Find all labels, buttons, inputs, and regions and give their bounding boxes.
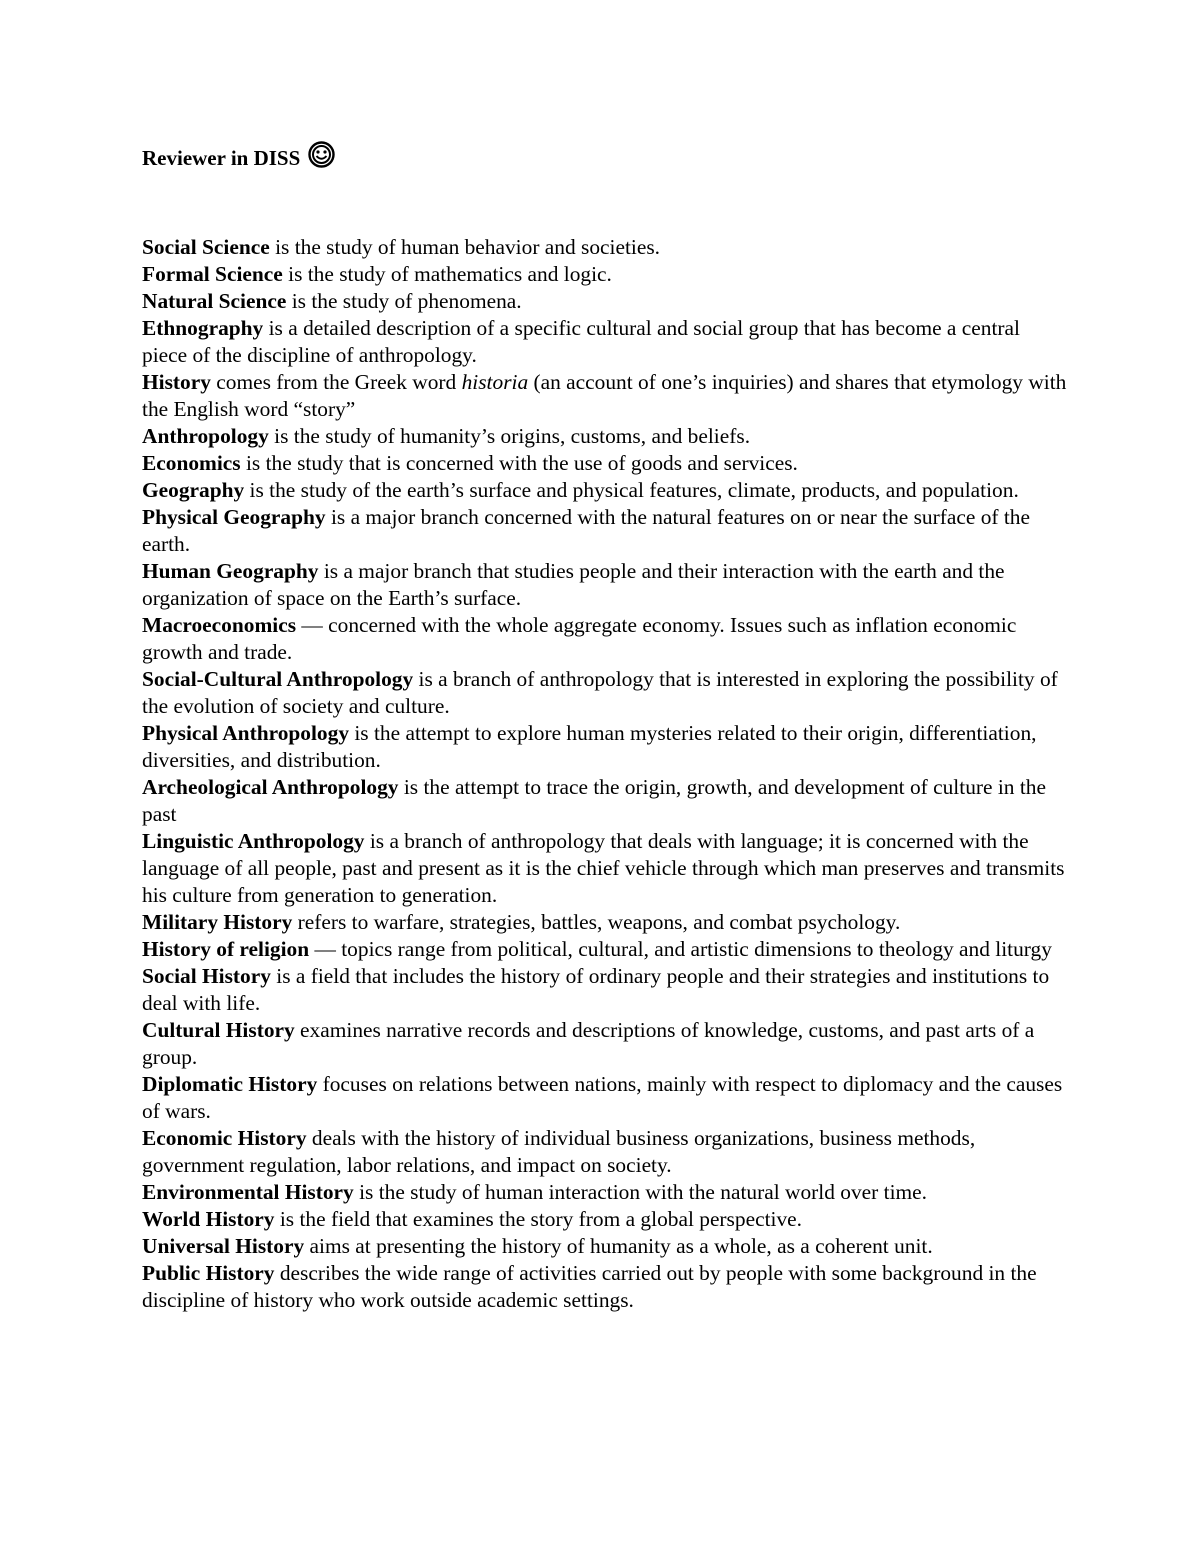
definition-term: Universal History <box>142 1234 305 1258</box>
definition-term: Physical Geography <box>142 505 326 529</box>
definition-term: Public History <box>142 1261 275 1285</box>
definition-text: examines narrative records and descriptions of knowledge, customs, and past arts of a group. <box>142 1018 1035 1069</box>
definition-text: is the study of mathematics and logic. <box>282 262 612 286</box>
definition-text: is a major branch concerned with the natural features on or near the surface of the earth. <box>142 505 1030 556</box>
definition-entry <box>142 774 1067 828</box>
page-title <box>142 143 335 176</box>
definition-text: is the study of the earth’s surface and physical features, climate, products, and population. <box>244 478 1019 502</box>
definition-entry <box>142 1179 1067 1206</box>
definition-term: Ethnography <box>142 316 264 340</box>
definition-text: is the study of human behavior and societies. <box>269 235 661 259</box>
definition-entry <box>142 1206 1067 1233</box>
definition-term: Linguistic Anthropology <box>142 829 365 853</box>
definition-text: is a major branch that studies people and their interaction with the earth and the organization of space on the Earth’s surface. <box>142 559 1005 610</box>
definition-entry <box>142 477 1067 504</box>
smiley-face-icon <box>308 141 335 176</box>
definition-entry <box>142 423 1067 450</box>
definition-term: Formal Science <box>142 262 283 286</box>
definition-text: is the study that is concerned with the use of goods and services. <box>240 451 798 475</box>
definition-term: Social-Cultural Anthropology <box>142 667 414 691</box>
definition-entry <box>142 828 1067 909</box>
definition-entry <box>142 450 1067 477</box>
definition-entry <box>142 288 1067 315</box>
title-text: Reviewer in DISS <box>142 146 301 170</box>
definition-term: Environmental History <box>142 1180 354 1204</box>
definition-entry <box>142 1233 1067 1260</box>
definition-text: is the attempt to explore human mysteries related to their origin, differentiation, diversities, and distribution. <box>142 721 1037 772</box>
definition-entry <box>142 612 1067 666</box>
definition-entry <box>142 963 1067 1017</box>
definition-entry <box>142 234 1067 261</box>
definition-text: describes the wide range of activities carried out by people with some background in the discipline of history who work outside academic settings. <box>142 1261 1037 1312</box>
definition-text: is the study of phenomena. <box>286 289 522 313</box>
definition-entry <box>142 1125 1067 1179</box>
definition-text: is the field that examines the story from a global perspective. <box>274 1207 802 1231</box>
definition-entry <box>142 315 1067 369</box>
definition-entry <box>142 261 1067 288</box>
definition-term: History <box>142 370 211 394</box>
definition-text: (an account of one’s inquiries) and shares that etymology with the English word “story” <box>142 370 1067 421</box>
definition-text: aims at presenting the history of humanity as a whole, as a coherent unit. <box>304 1234 933 1258</box>
definition-italic-word: historia <box>461 370 529 394</box>
definition-text: deals with the history of individual business organizations, business methods, government regulation, labor relations, and impact on society. <box>142 1126 976 1177</box>
definition-entry <box>142 936 1067 963</box>
definition-term: History of religion <box>142 937 310 961</box>
definition-text: — concerned with the whole aggregate economy. Issues such as inflation economic growth and trade. <box>142 613 1017 664</box>
definition-entry <box>142 369 1067 423</box>
definition-term: Social Science <box>142 235 270 259</box>
definitions-list <box>142 234 1067 1314</box>
definition-term: Archeological Anthropology <box>142 775 399 799</box>
definition-text: is a detailed description of a specific cultural and social group that has become a central piece of the discipline of anthropology. <box>142 316 1020 367</box>
definition-entry <box>142 558 1067 612</box>
definition-term: Economics <box>142 451 241 475</box>
definition-text: is a branch of anthropology that is interested in exploring the possibility of the evolution of society and culture. <box>142 667 1058 718</box>
definition-term: Natural Science <box>142 289 287 313</box>
definition-text: comes from the Greek word <box>210 370 462 394</box>
definition-text: is the study of human interaction with the natural world over time. <box>353 1180 927 1204</box>
definition-term: Macroeconomics <box>142 613 297 637</box>
definition-entry <box>142 909 1067 936</box>
definition-term: Cultural History <box>142 1018 295 1042</box>
definition-entry <box>142 1071 1067 1125</box>
definition-text: — topics range from political, cultural, and artistic dimensions to theology and liturgy <box>309 937 1052 961</box>
definition-term: World History <box>142 1207 275 1231</box>
definition-term: Diplomatic History <box>142 1072 318 1096</box>
definition-term: Military History <box>142 910 293 934</box>
definition-text: is a field that includes the history of ordinary people and their strategies and institutions to deal with life. <box>142 964 1050 1015</box>
definition-term: Human Geography <box>142 559 319 583</box>
definition-entry <box>142 666 1067 720</box>
definition-term: Anthropology <box>142 424 269 448</box>
definition-entry <box>142 1017 1067 1071</box>
definition-text: refers to warfare, strategies, battles, weapons, and combat psychology. <box>292 910 901 934</box>
definition-text: is the study of humanity’s origins, customs, and beliefs. <box>268 424 751 448</box>
definition-entry <box>142 720 1067 774</box>
definition-entry <box>142 504 1067 558</box>
definition-term: Geography <box>142 478 245 502</box>
definition-text: is a branch of anthropology that deals with language; it is concerned with the language of all people, past and present as it is the chief vehicle through which man preserves and transmits his culture from generation to generation. <box>142 829 1065 907</box>
definition-text: focuses on relations between nations, mainly with respect to diplomacy and the causes of wars. <box>142 1072 1063 1123</box>
definition-text: is the attempt to trace the origin, growth, and development of culture in the past <box>142 775 1046 826</box>
definition-term: Social History <box>142 964 271 988</box>
definition-term: Physical Anthropology <box>142 721 350 745</box>
definition-entry <box>142 1260 1067 1314</box>
definition-term: Economic History <box>142 1126 307 1150</box>
